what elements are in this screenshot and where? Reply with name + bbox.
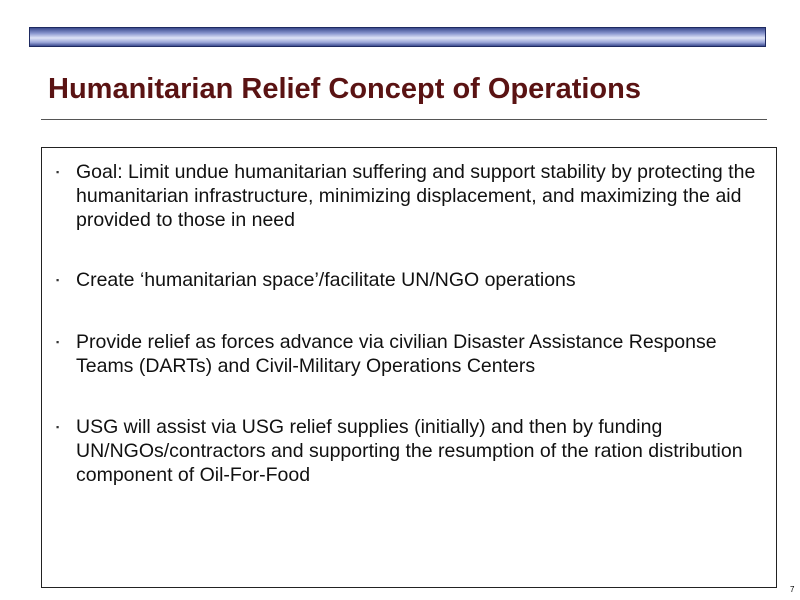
- content-box: [41, 147, 777, 588]
- bullet-text: USG will assist via USG relief supplies (initially) and then by funding UN/NGOs/contractors and supporting the resumption of the ration distribution component of Oil-For-Food: [76, 416, 743, 486]
- bullet-goal: [56, 160, 768, 232]
- slide-title: Humanitarian Relief Concept of Operations: [48, 73, 641, 105]
- bullet-provide-relief: [56, 330, 768, 378]
- bullet-square-icon: ▪: [56, 337, 60, 347]
- bullet-usg-assist: [56, 415, 768, 487]
- page-number: 7: [790, 585, 795, 594]
- bullet-square-icon: ▪: [56, 275, 60, 285]
- bullet-square-icon: ▪: [56, 167, 60, 177]
- bullet-text: Goal: Limit undue humanitarian suffering and support stability by protecting the humanitarian infrastructure, minimizing displacement, and maximizing the aid provided to those in need: [76, 161, 756, 231]
- bullet-humanitarian-space: [56, 268, 768, 292]
- top-decorative-banner: [29, 27, 766, 47]
- bullet-square-icon: ▪: [56, 422, 60, 432]
- title-divider: [41, 119, 767, 120]
- bullet-text: Create ‘humanitarian space’/facilitate UN/NGO operations: [76, 269, 576, 291]
- bullet-text: Provide relief as forces advance via civilian Disaster Assistance Response Teams (DARTs) and Civil-Military Operations Centers: [76, 331, 717, 377]
